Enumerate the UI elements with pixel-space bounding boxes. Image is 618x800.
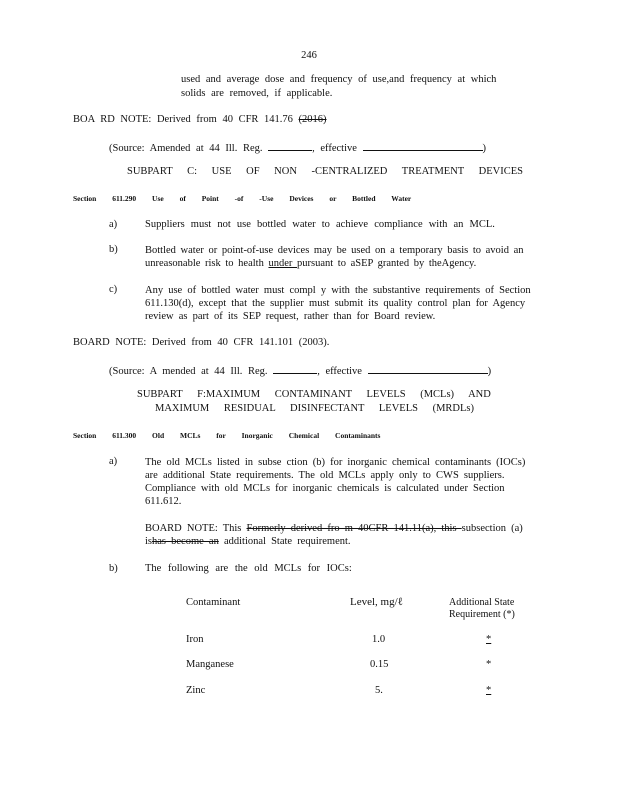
source-mid: , effective [317,366,362,377]
source-lead: (Source: Amended at 44 Ill. Reg. [109,143,263,154]
subpart-f-heading-line-1: SUBPART F:MAXIMUM CONTAMINANT LEVELS (MCLs) AND [137,389,491,400]
register-page-blank [273,363,317,374]
item-b-text-part-2: pursuant to aSEP granted by theAgency. [297,258,477,269]
item-b-text: The following are the old MCLs for IOCs: [145,563,352,574]
subpart-c-heading: SUBPART C: USE OF NON -CENTRALIZED TREATMENT DEVICES [127,166,523,177]
row-level: 5. [375,685,383,696]
page-number: 246 [301,50,317,61]
row-additional: * [486,685,492,696]
source-line-2 [109,363,491,377]
item-a-text: Suppliers must not use bottled water to achieve compliance with an MCL. [145,219,495,230]
note-end: additional State requirement. [218,536,351,547]
item-b-text-part-1: Bottled water or point-of-use devices may be used on a temporary basis to avoid an unreasonable risk to health [145,245,524,269]
row-additional: * [486,634,492,645]
item-c-label: c) [109,284,118,295]
item-c-text: Any use of bottled water must compl y with the substantive requirements of Section 611.130(d), except that the supplier must submit its quality control plan for Agency review as part of its SEP request, rather than for Board review. [145,285,531,322]
continuation-line-2: solids are removed, if applicable. [181,88,333,99]
note-after: subsection (a) is [145,523,523,547]
board-note-141-76 [73,114,327,125]
source-close: ) [487,366,492,377]
note-struck-text-2: has become an [152,536,219,547]
item-b-text [145,244,535,270]
note-lead: BOARD NOTE: This [145,523,247,534]
note-struck-text: Formerly derived fro m 40CFR 141.11(a), this [246,523,462,534]
row-level: 1.0 [372,634,386,645]
row-contaminant: Iron [186,634,204,645]
row-level: 0.15 [370,659,389,670]
effective-date-blank [368,363,488,374]
row-contaminant: Manganese [186,659,234,670]
section-611-300-heading: Section 611.300 Old MCLs for Inorganic Chemical Contaminants [73,431,381,440]
continuation-line-1: used and average dose and frequency of use,and frequency at which [181,74,497,85]
board-note-text: BOA RD NOTE: Derived from 40 CFR 141.76 [73,114,299,125]
item-b-underlined: under [268,258,298,269]
item-a-label: a) [109,456,118,467]
source-close: ) [482,143,487,154]
item-b-label: b) [109,563,118,574]
board-note-subsection-a [145,522,530,548]
header-additional-1: Additional State [449,597,515,608]
section-611-290-heading: Section 611.290 Use of Point -of -Use Devices or Bottled Water [73,194,412,203]
header-contaminant: Contaminant [186,597,241,608]
item-a-text: The old MCLs listed in subse ction (b) for inorganic chemical contaminants (IOCs) are additional State requirements. The old MCLs apply only to CWS suppliers. Compliance with old MCLs for inorganic chemicals is calculated under Section 611.612. [145,457,526,507]
row-additional: * [486,659,492,670]
source-lead: (Source: A mended at 44 Ill. Reg. [109,366,268,377]
source-mid: , effective [312,143,357,154]
item-a-label: a) [109,219,118,230]
board-note-141-101: BOARD NOTE: Derived from 40 CFR 141.101 (2003). [73,337,330,348]
register-page-blank [268,140,312,151]
header-level: Level, mg/ℓ [350,596,403,608]
struck-year: (2016) [298,114,327,125]
header-additional-2: Requirement (*) [449,609,515,620]
row-contaminant: Zinc [186,685,206,696]
subpart-f-heading-line-2: MAXIMUM RESIDUAL DISINFECTANT LEVELS (MRDLs) [155,403,474,414]
item-b-label: b) [109,244,118,255]
source-line-1 [109,140,486,154]
effective-date-blank [363,140,483,151]
